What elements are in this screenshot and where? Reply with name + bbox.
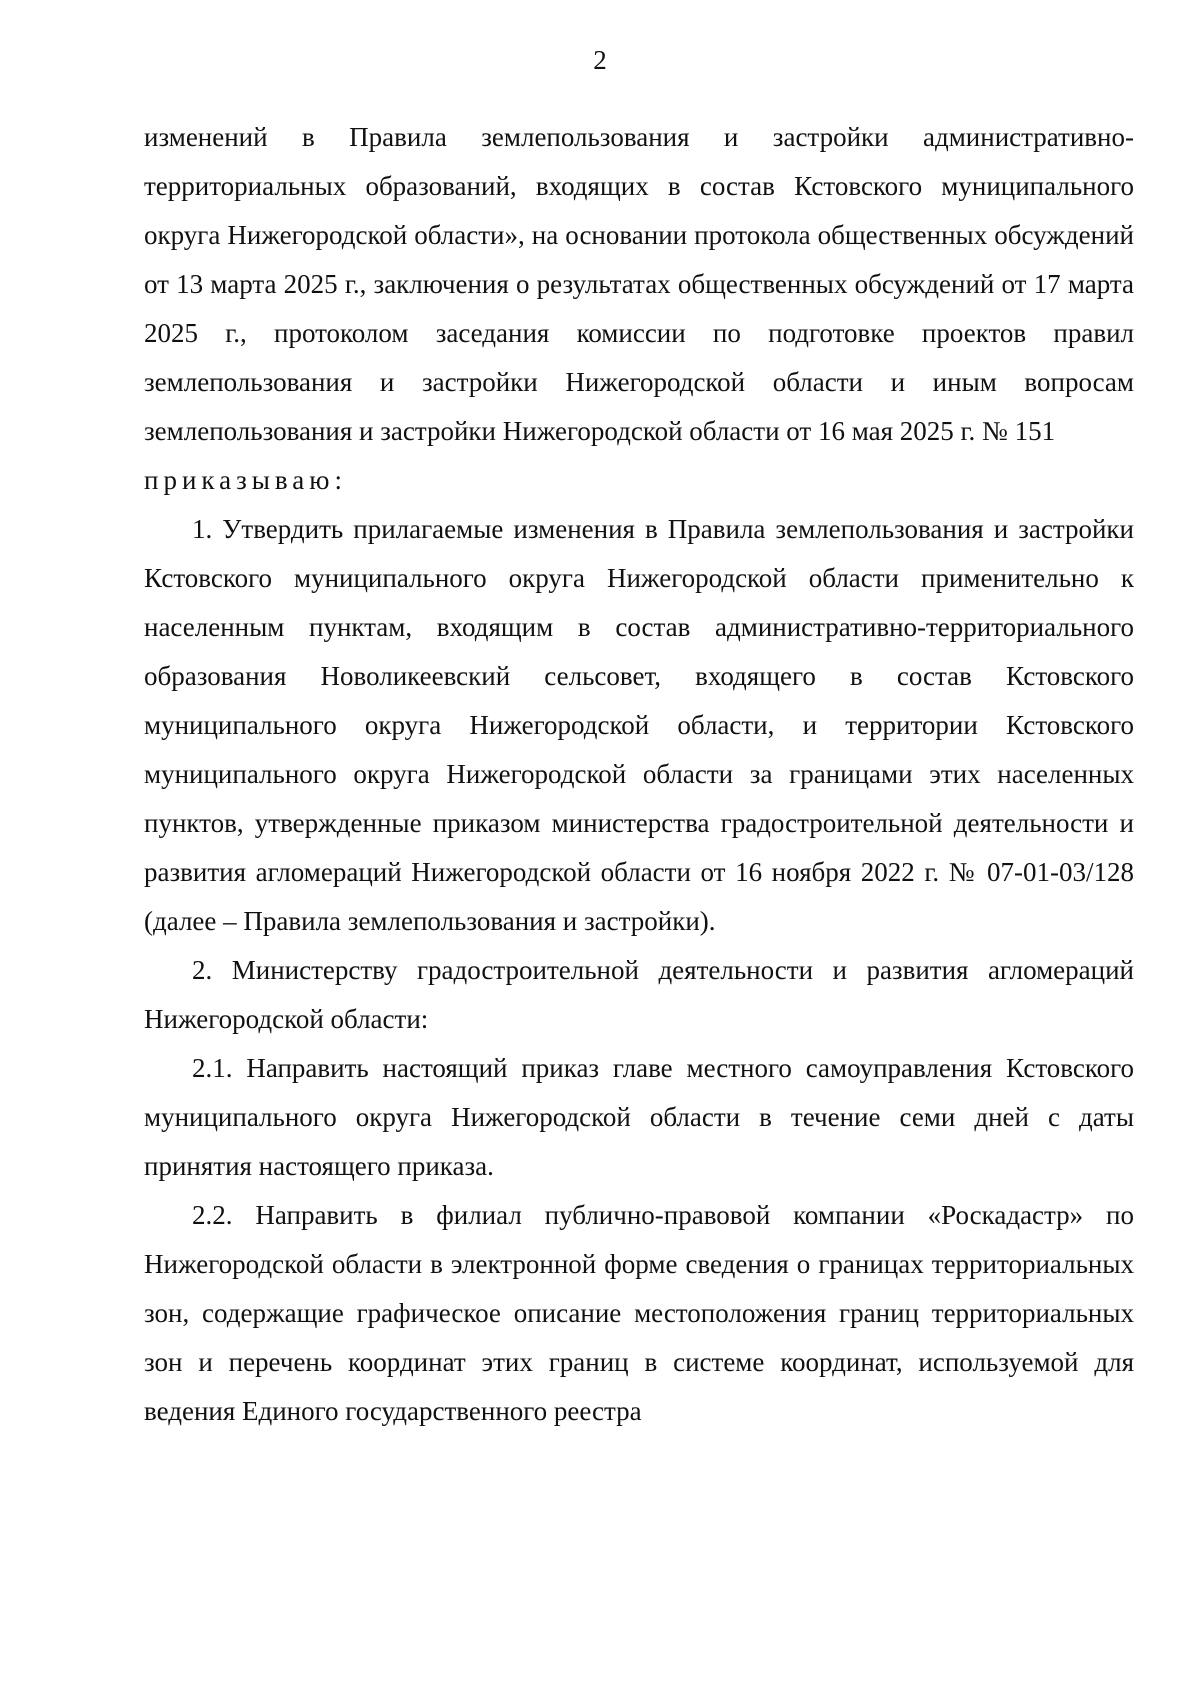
page-number: 2	[593, 45, 607, 75]
paragraph-order-word: приказываю:	[144, 465, 347, 495]
paragraph-preamble: изменений в Правила землепользования и застройки административно-территориальных образований, входящих в состав Кстовского муниципального округа Нижегородской области», на основании протокола общественных обсуждений от 13 марта 2025 г., заключения о результатах общественных обсуждений от 17 марта 2025 г., протоколом заседания комиссии по подготовке проектов правил землепользования и застройки Нижегородской области и иным вопросам землепользования и застройки Нижегородской области от 16 мая 2025 г. № 151	[144, 122, 1134, 446]
paragraph-item-2: 2. Министерству градостроительной деятельности и развития агломераций Нижегородской области:	[144, 955, 1134, 1034]
paragraph-item-1: 1. Утвердить прилагаемые изменения в Правила землепользования и застройки Кстовского муниципального округа Нижегородской области применительно к населенным пунктам, входящим в состав административно-территориального образования Новоликеевский сельсовет, входящего в состав Кстовского муниципального округа Нижегородской области, и территории Кстовского муниципального округа Нижегородской области за границами этих населенных пунктов, утвержденные приказом министерства градостроительной деятельности и развития агломераций Нижегородской области от 16 ноября 2022 г. № 07-01-03/128 (далее – Правила землепользования и застройки).	[144, 514, 1134, 936]
document-body	[144, 113, 1134, 1436]
paragraph-item-2-2: 2.2. Направить в филиал публично-правовой компании «Роскадастр» по Нижегородской области в электронной форме сведения о границах территориальных зон, содержащие графическое описание местоположения границ территориальных зон и перечень координат этих границ в системе координат, используемой для ведения Единого государственного реестра	[144, 1200, 1134, 1426]
paragraph-item-2-1: 2.1. Направить настоящий приказ главе местного самоуправления Кстовского муниципального округа Нижегородской области в течение семи дней с даты принятия настоящего приказа.	[144, 1053, 1134, 1181]
